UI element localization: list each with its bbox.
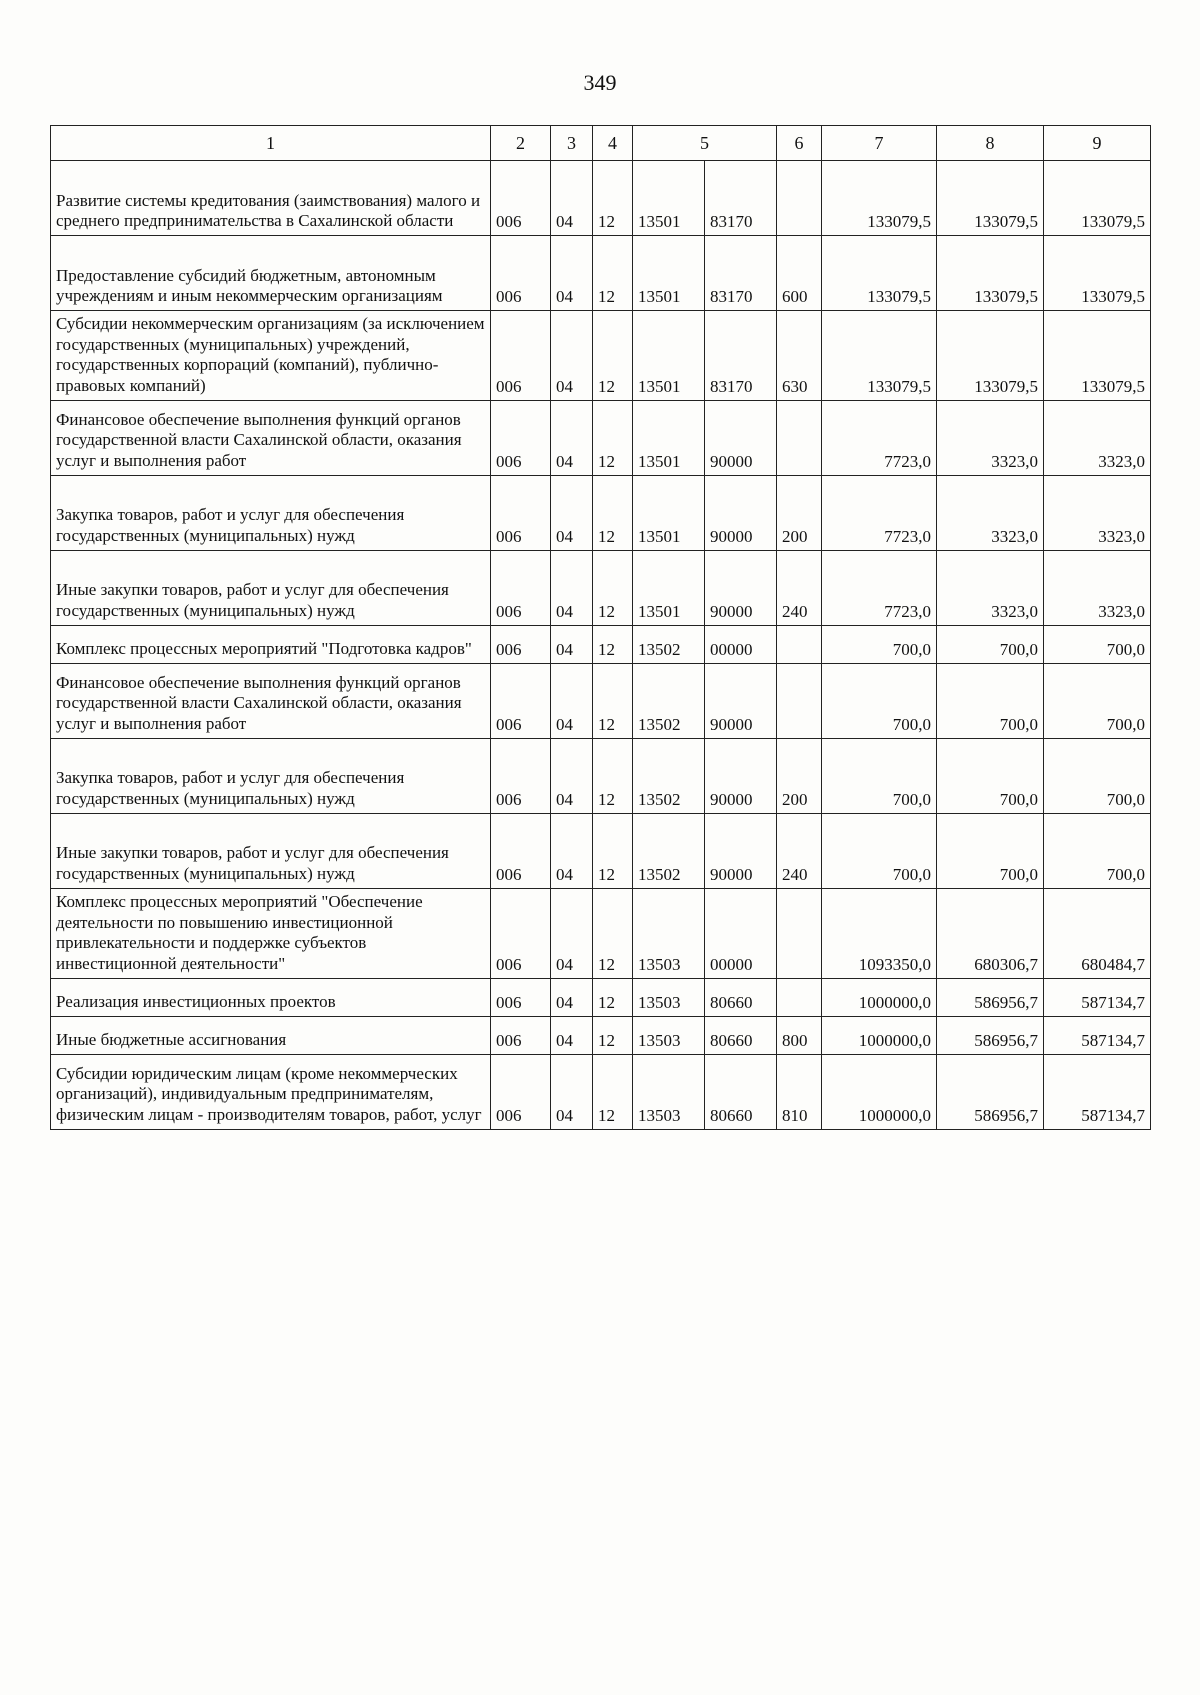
row-value-7-cell: 1000000,0 xyxy=(822,978,937,1016)
row-code-2-cell: 006 xyxy=(491,550,551,625)
row-code-5b-cell: 00000 xyxy=(705,888,777,978)
row-code-6-cell xyxy=(777,161,822,236)
row-value-9-cell: 700,0 xyxy=(1044,738,1151,813)
page-number: 349 xyxy=(583,70,617,95)
row-value-7-cell: 133079,5 xyxy=(822,311,937,401)
row-value-8-cell: 3323,0 xyxy=(937,475,1044,550)
row-code-3-cell: 04 xyxy=(551,888,593,978)
row-code-2-cell: 006 xyxy=(491,475,551,550)
row-code-3-cell: 04 xyxy=(551,475,593,550)
table-row xyxy=(51,813,1151,888)
row-value-8-cell: 680306,7 xyxy=(937,888,1044,978)
row-code-4-cell: 12 xyxy=(593,550,633,625)
row-value-7-cell: 1093350,0 xyxy=(822,888,937,978)
column-header-6: 6 xyxy=(777,126,822,161)
row-value-8-cell: 133079,5 xyxy=(937,311,1044,401)
row-value-9-cell: 587134,7 xyxy=(1044,1016,1151,1054)
row-name-cell: Субсидии некоммерческим организациям (за исключением государственных (муниципальных) учреждений, государственных корпораций (компаний), публично-правовых компаний) xyxy=(51,311,491,401)
row-code-5a-cell: 13503 xyxy=(633,1054,705,1129)
row-code-5b-cell: 00000 xyxy=(705,625,777,663)
column-header-8: 8 xyxy=(937,126,1044,161)
row-code-2-cell: 006 xyxy=(491,738,551,813)
row-value-8-cell: 700,0 xyxy=(937,663,1044,738)
row-code-2-cell: 006 xyxy=(491,400,551,475)
header-row xyxy=(51,126,1151,161)
row-value-8-cell: 700,0 xyxy=(937,738,1044,813)
row-name-cell: Иные закупки товаров, работ и услуг для обеспечения государственных (муниципальных) нужд xyxy=(51,550,491,625)
row-code-5b-cell: 83170 xyxy=(705,236,777,311)
table-row xyxy=(51,236,1151,311)
row-code-4-cell: 12 xyxy=(593,161,633,236)
table-row xyxy=(51,475,1151,550)
row-code-2-cell: 006 xyxy=(491,978,551,1016)
row-value-8-cell: 586956,7 xyxy=(937,978,1044,1016)
row-value-8-cell: 700,0 xyxy=(937,625,1044,663)
row-code-5a-cell: 13501 xyxy=(633,550,705,625)
row-code-4-cell: 12 xyxy=(593,400,633,475)
row-code-4-cell: 12 xyxy=(593,475,633,550)
row-code-5b-cell: 90000 xyxy=(705,738,777,813)
row-code-5a-cell: 13503 xyxy=(633,978,705,1016)
row-code-4-cell: 12 xyxy=(593,625,633,663)
table-body xyxy=(51,161,1151,1130)
row-code-2-cell: 006 xyxy=(491,1016,551,1054)
row-value-8-cell: 700,0 xyxy=(937,813,1044,888)
row-value-9-cell: 700,0 xyxy=(1044,625,1151,663)
row-code-3-cell: 04 xyxy=(551,550,593,625)
row-code-4-cell: 12 xyxy=(593,1016,633,1054)
row-code-5b-cell: 80660 xyxy=(705,1054,777,1129)
row-code-3-cell: 04 xyxy=(551,161,593,236)
column-header-9: 9 xyxy=(1044,126,1151,161)
row-name-cell: Иные закупки товаров, работ и услуг для обеспечения государственных (муниципальных) нужд xyxy=(51,813,491,888)
row-name-cell: Реализация инвестиционных проектов xyxy=(51,978,491,1016)
table-row xyxy=(51,311,1151,401)
row-code-4-cell: 12 xyxy=(593,311,633,401)
row-value-9-cell: 3323,0 xyxy=(1044,475,1151,550)
row-name-cell: Предоставление субсидий бюджетным, автономным учреждениям и иным некоммерческим организациям xyxy=(51,236,491,311)
row-value-8-cell: 586956,7 xyxy=(937,1054,1044,1129)
column-header-4: 4 xyxy=(593,126,633,161)
row-code-4-cell: 12 xyxy=(593,738,633,813)
row-value-8-cell: 3323,0 xyxy=(937,550,1044,625)
column-header-7: 7 xyxy=(822,126,937,161)
row-code-3-cell: 04 xyxy=(551,1054,593,1129)
row-code-5a-cell: 13501 xyxy=(633,311,705,401)
row-code-2-cell: 006 xyxy=(491,1054,551,1129)
row-code-6-cell xyxy=(777,888,822,978)
row-value-7-cell: 700,0 xyxy=(822,813,937,888)
row-code-5a-cell: 13501 xyxy=(633,400,705,475)
row-code-4-cell: 12 xyxy=(593,813,633,888)
row-code-3-cell: 04 xyxy=(551,311,593,401)
row-code-5b-cell: 83170 xyxy=(705,311,777,401)
row-code-4-cell: 12 xyxy=(593,888,633,978)
table-row xyxy=(51,400,1151,475)
row-name-cell: Закупка товаров, работ и услуг для обеспечения государственных (муниципальных) нужд xyxy=(51,475,491,550)
row-code-3-cell: 04 xyxy=(551,236,593,311)
row-value-7-cell: 700,0 xyxy=(822,663,937,738)
row-code-4-cell: 12 xyxy=(593,236,633,311)
row-name-cell: Иные бюджетные ассигнования xyxy=(51,1016,491,1054)
row-code-6-cell: 630 xyxy=(777,311,822,401)
row-code-6-cell: 200 xyxy=(777,738,822,813)
row-code-6-cell xyxy=(777,625,822,663)
row-name-cell: Финансовое обеспечение выполнения функций органов государственной власти Сахалинской области, оказания услуг и выполнения работ xyxy=(51,663,491,738)
table-row xyxy=(51,888,1151,978)
row-code-3-cell: 04 xyxy=(551,400,593,475)
row-code-5a-cell: 13503 xyxy=(633,1016,705,1054)
row-code-6-cell xyxy=(777,978,822,1016)
row-value-9-cell: 680484,7 xyxy=(1044,888,1151,978)
row-value-7-cell: 7723,0 xyxy=(822,550,937,625)
row-value-9-cell: 133079,5 xyxy=(1044,236,1151,311)
row-value-8-cell: 133079,5 xyxy=(937,236,1044,311)
row-value-9-cell: 587134,7 xyxy=(1044,978,1151,1016)
row-code-6-cell xyxy=(777,400,822,475)
row-code-5a-cell: 13501 xyxy=(633,236,705,311)
row-code-5b-cell: 80660 xyxy=(705,1016,777,1054)
row-code-5a-cell: 13502 xyxy=(633,738,705,813)
row-value-9-cell: 587134,7 xyxy=(1044,1054,1151,1129)
table-row xyxy=(51,978,1151,1016)
row-value-9-cell: 700,0 xyxy=(1044,813,1151,888)
row-name-cell: Развитие системы кредитования (заимствования) малого и среднего предпринимательства в Сахалинской области xyxy=(51,161,491,236)
table-row xyxy=(51,663,1151,738)
row-code-5a-cell: 13502 xyxy=(633,625,705,663)
column-header-2: 2 xyxy=(491,126,551,161)
row-code-2-cell: 006 xyxy=(491,161,551,236)
row-code-2-cell: 006 xyxy=(491,888,551,978)
row-value-8-cell: 133079,5 xyxy=(937,161,1044,236)
row-value-9-cell: 3323,0 xyxy=(1044,400,1151,475)
table-row xyxy=(51,550,1151,625)
row-code-3-cell: 04 xyxy=(551,663,593,738)
row-code-2-cell: 006 xyxy=(491,311,551,401)
row-code-2-cell: 006 xyxy=(491,236,551,311)
table-row xyxy=(51,738,1151,813)
row-value-7-cell: 7723,0 xyxy=(822,400,937,475)
row-code-5a-cell: 13501 xyxy=(633,161,705,236)
row-value-7-cell: 133079,5 xyxy=(822,161,937,236)
row-code-6-cell: 800 xyxy=(777,1016,822,1054)
row-value-9-cell: 133079,5 xyxy=(1044,311,1151,401)
row-code-5a-cell: 13502 xyxy=(633,663,705,738)
row-code-5b-cell: 90000 xyxy=(705,475,777,550)
row-code-5a-cell: 13502 xyxy=(633,813,705,888)
column-header-5: 5 xyxy=(633,126,777,161)
row-value-8-cell: 3323,0 xyxy=(937,400,1044,475)
row-value-7-cell: 133079,5 xyxy=(822,236,937,311)
row-value-9-cell: 3323,0 xyxy=(1044,550,1151,625)
table-row xyxy=(51,625,1151,663)
table-row xyxy=(51,161,1151,236)
row-code-6-cell: 200 xyxy=(777,475,822,550)
row-code-6-cell: 810 xyxy=(777,1054,822,1129)
row-code-5a-cell: 13501 xyxy=(633,475,705,550)
row-code-3-cell: 04 xyxy=(551,978,593,1016)
row-code-5b-cell: 80660 xyxy=(705,978,777,1016)
row-code-2-cell: 006 xyxy=(491,663,551,738)
row-value-7-cell: 1000000,0 xyxy=(822,1016,937,1054)
row-code-5b-cell: 90000 xyxy=(705,813,777,888)
row-value-7-cell: 7723,0 xyxy=(822,475,937,550)
row-code-3-cell: 04 xyxy=(551,813,593,888)
row-value-9-cell: 700,0 xyxy=(1044,663,1151,738)
row-code-6-cell xyxy=(777,663,822,738)
row-code-6-cell: 240 xyxy=(777,813,822,888)
column-header-1: 1 xyxy=(51,126,491,161)
row-value-7-cell: 700,0 xyxy=(822,738,937,813)
row-name-cell: Комплекс процессных мероприятий "Обеспечение деятельности по повышению инвестиционной привлекательности и поддержке субъектов инвестиционной деятельности" xyxy=(51,888,491,978)
row-code-3-cell: 04 xyxy=(551,1016,593,1054)
row-value-9-cell: 133079,5 xyxy=(1044,161,1151,236)
row-code-4-cell: 12 xyxy=(593,978,633,1016)
row-code-5b-cell: 90000 xyxy=(705,663,777,738)
row-code-4-cell: 12 xyxy=(593,1054,633,1129)
row-name-cell: Финансовое обеспечение выполнения функций органов государственной власти Сахалинской области, оказания услуг и выполнения работ xyxy=(51,400,491,475)
row-name-cell: Комплекс процессных мероприятий "Подготовка кадров" xyxy=(51,625,491,663)
row-code-5b-cell: 90000 xyxy=(705,550,777,625)
row-code-6-cell: 240 xyxy=(777,550,822,625)
row-value-8-cell: 586956,7 xyxy=(937,1016,1044,1054)
row-code-2-cell: 006 xyxy=(491,625,551,663)
row-code-3-cell: 04 xyxy=(551,738,593,813)
table-row xyxy=(51,1016,1151,1054)
row-code-5b-cell: 83170 xyxy=(705,161,777,236)
row-value-7-cell: 700,0 xyxy=(822,625,937,663)
row-code-4-cell: 12 xyxy=(593,663,633,738)
row-code-2-cell: 006 xyxy=(491,813,551,888)
table-row xyxy=(51,1054,1151,1129)
column-header-3: 3 xyxy=(551,126,593,161)
row-code-3-cell: 04 xyxy=(551,625,593,663)
row-code-5a-cell: 13503 xyxy=(633,888,705,978)
row-name-cell: Субсидии юридическим лицам (кроме некоммерческих организаций), индивидуальным предпринимателям, физическим лицам - производителям товаров, работ, услуг xyxy=(51,1054,491,1129)
row-name-cell: Закупка товаров, работ и услуг для обеспечения государственных (муниципальных) нужд xyxy=(51,738,491,813)
row-code-6-cell: 600 xyxy=(777,236,822,311)
budget-table xyxy=(50,125,1151,1130)
row-value-7-cell: 1000000,0 xyxy=(822,1054,937,1129)
row-code-5b-cell: 90000 xyxy=(705,400,777,475)
